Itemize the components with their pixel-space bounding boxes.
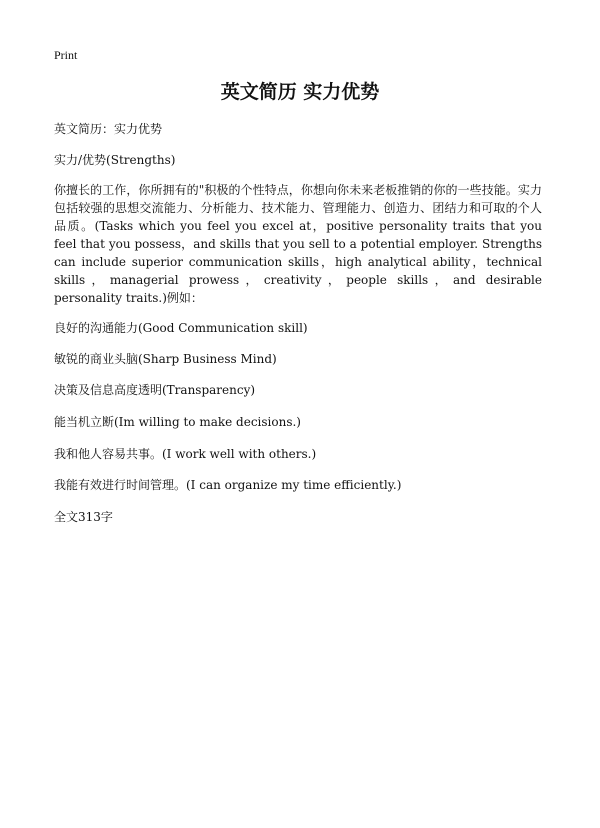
example-item-time-management: 我能有效进行时间管理。(I can organize my time efficiently.) [54,478,402,492]
example-item-communication: 良好的沟通能力(Good Communication skill) [54,321,308,335]
subtitle-line: 英文简历：实力优势 [54,122,163,136]
print-label: Print [54,48,78,62]
example-item-business-mind: 敏锐的商业头脑(Sharp Business Mind) [54,352,277,366]
example-item-decisions: 能当机立断(Im willing to make decisions.) [54,415,301,429]
word-count: 全文313字 [54,510,113,524]
intro-paragraph: 你擅长的工作，你所拥有的"积极的个性特点，你想向你未来老板推销的你的一些技能。实力包括较强的思想交流能力、分析能力、技术能力、管理能力、创造力、团结力和可取的个人品质。(Tasks which you feel you excel at，positive personality traits that you feel that you possess，and skills that you sell to a potential employer. Strengths can include superior communication skills，high analytical ability，technical skills，managerial prowess，creativity，people skills，and desirable personality traits.)例如： [54,183,542,305]
section-heading: 实力/优势(Strengths) [54,153,176,167]
example-item-transparency: 决策及信息高度透明(Transparency) [54,383,256,397]
example-item-teamwork: 我和他人容易共事。(I work well with others.) [54,447,317,461]
document-title: 英文简历 实力优势 [220,81,380,103]
